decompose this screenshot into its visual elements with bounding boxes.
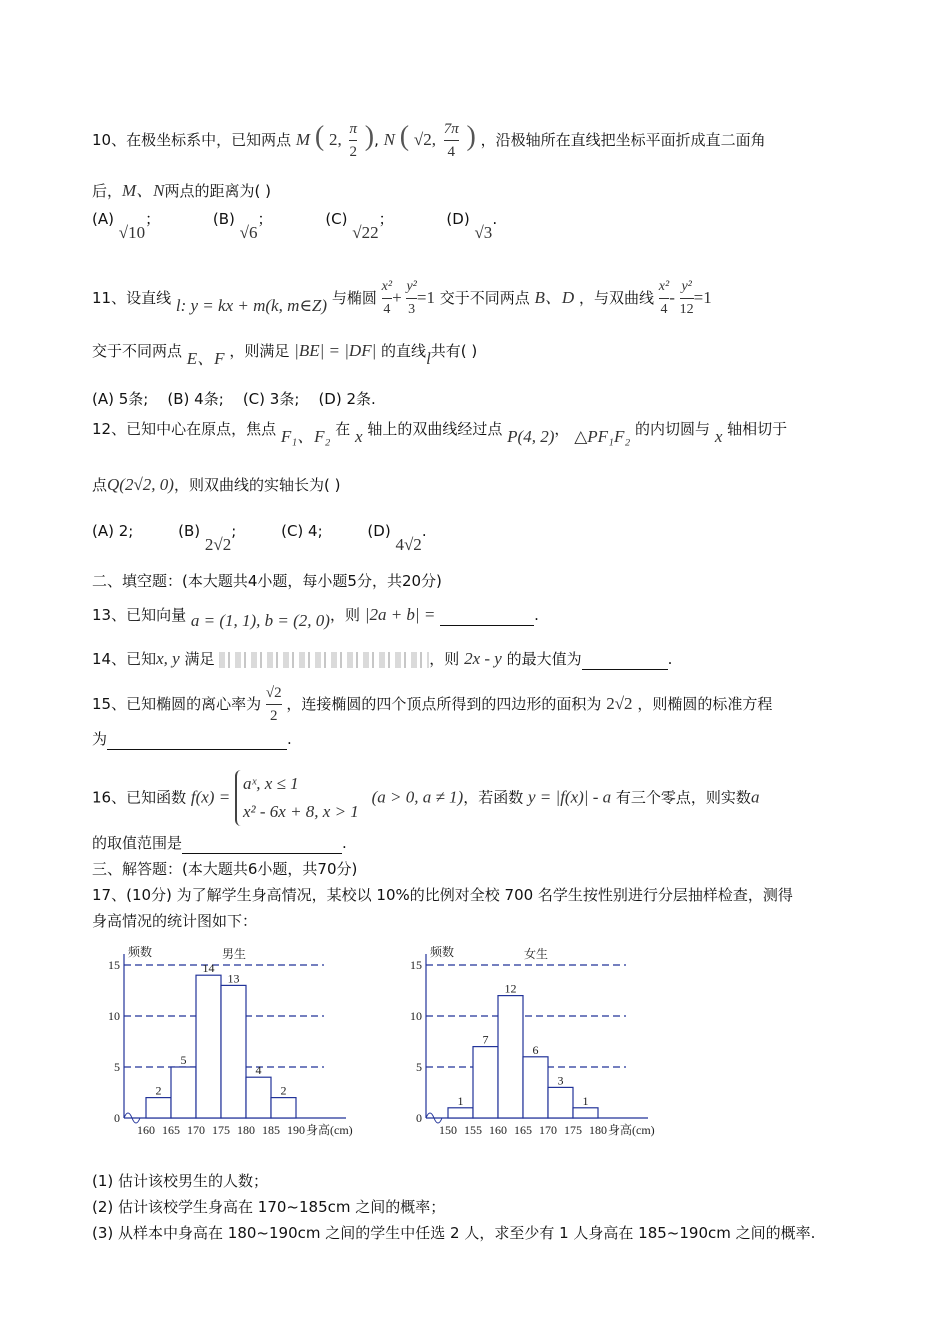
vars-xy: x, y [156,649,180,668]
option-d-value: √3 [474,223,493,242]
q10-line2 [92,180,271,202]
answer-blank[interactable] [440,609,534,626]
x-tick-label: 180 [237,1123,255,1137]
q10-text: 10、在极坐标系中，已知两点 [92,131,292,149]
chart-title: 男生 [221,947,247,961]
histogram-bar [523,1057,548,1118]
equals-one: =1 [416,288,435,307]
q11-line1 [92,276,712,321]
q17-line1: 17、(10分) 为了解学生身高情况，某校以 10%的比例对全校 700 名学生按性别进行分层抽样检查，测得 [92,886,793,904]
q17-sub3: (3) 从样本中身高在 180~190cm 之间的学生中任选 2 人，求至少有 1 人身高在 185~190cm 之间的概率. [92,1224,816,1242]
hyperbola-num2: y² [680,276,694,299]
q10-line2-pre: 后， [92,182,123,200]
option-end: . [421,522,427,540]
x-tick-label: 160 [489,1123,507,1137]
q12-line2 [92,474,340,496]
x-axis-title: 身高(cm) [306,1123,353,1137]
q16-end: . [342,834,347,852]
q13 [92,604,539,630]
q16-text: 16、已知函数 [92,788,187,807]
q16-mid: ，若函数 [463,788,524,807]
q12-options [92,520,427,554]
equals-one: =1 [693,288,712,307]
x-axis-var: x [355,427,363,446]
x-tick-label: 160 [137,1123,155,1137]
q13-end: . [534,606,539,624]
male-histogram [90,940,390,1140]
q14-end: . [667,650,673,668]
q14 [92,648,672,670]
n-frac-den: 4 [447,144,455,160]
histogram-bar [146,1098,171,1118]
ellipse-den1: 4 [383,302,391,317]
histogram-bar [473,1047,498,1118]
q11-line2-pre: 交于不同两点 [92,342,183,360]
q16-line1 [92,770,759,826]
q17-sub2: (2) 估计该校学生身高在 170~185cm 之间的概率； [92,1198,446,1216]
paren-close: ) [364,121,375,152]
vector-magnitude-expr: |2a + b| = [364,605,436,624]
answer-blank[interactable] [182,837,342,854]
option-a-label: (A) [92,210,114,228]
q11-mid3: ，与双曲线 [578,289,654,307]
line-l: l [426,349,431,368]
q12-line1-post: 轴相切于 [727,420,788,438]
points-bd: B、D [534,288,575,307]
bar-value-label: 12 [504,981,517,996]
bar-value-label: 3 [557,1073,564,1088]
q12-line2-post: ，则双曲线的实轴长为( ) [173,476,341,494]
histogram-bar [271,1098,296,1118]
histogram-bar [246,1077,271,1118]
plus: + [392,288,402,307]
x-tick-label: 190 [287,1123,305,1137]
q14-mid: 满足 [184,650,215,668]
q14-post: 的最大值为 [506,650,582,668]
q11-options [92,388,376,410]
option-c-value: √22 [352,223,379,242]
section-2-title: 二、填空题：(本大题共4小题，每小题5分，共20分) [92,572,442,590]
q11-line2-mid2: 的直线 [381,342,427,360]
q15-line1 [92,682,772,727]
q14-mid2: ，则 [429,650,460,668]
q10-line2-post: 两点的距离为( ) [164,182,271,200]
option-c-label: (C) [325,210,348,228]
y-tick-label: 10 [108,1009,120,1023]
q11-line2-post: 共有( ) [430,342,478,360]
q10-text-post: ，沿极轴所在直线把坐标平面折成直二面角 [480,131,766,149]
q12-line1 [92,418,788,446]
histogram-bar [498,996,523,1118]
x-tick-label: 155 [464,1123,482,1137]
female-histogram [392,940,692,1140]
q11-mid1: 与椭圆 [331,289,377,307]
q12-line2-pre: 点 [92,476,108,494]
q17-line2: 身高情况的统计图如下： [92,912,258,930]
option-d-label: (D) [367,522,391,540]
foci: F₁、F₂ [280,427,331,446]
bar-value-label: 1 [582,1093,589,1108]
x-tick-label: 180 [589,1123,607,1137]
q17-sub1: (1) 估计该校男生的人数； [92,1172,269,1190]
q11-text: 11、设直线 [92,289,172,307]
q15-post: ，则椭圆的标准方程 [637,695,773,713]
paren-open: ( [399,121,410,152]
line-equation: l: y = kx + m(k, m∈Z) [175,296,328,315]
eccentricity-den: 2 [269,708,278,724]
option-b-value: 2√2 [204,535,232,554]
bar-value-label: 1 [457,1093,464,1108]
q14-text: 14、已知 [92,650,157,668]
area-value: 2√2 [606,694,633,713]
q11-line2-mid: ，则满足 [229,342,290,360]
triangle-pf1f2: △PF₁F₂ [574,427,631,446]
bar-value-label: 13 [227,971,240,986]
histogram-bar [171,1067,196,1118]
q12-mid1: 在 [335,420,351,438]
m-frac-den: 2 [349,144,357,160]
y-tick-label: 0 [416,1111,422,1125]
y-tick-label: 10 [410,1009,422,1023]
option-sep: ； [145,210,161,228]
bar-value-label: 14 [202,961,215,976]
bar-value-label: 2 [155,1083,162,1098]
x-tick-label: 175 [212,1123,230,1137]
x-tick-label: 185 [262,1123,280,1137]
q16-post: 有三个零点，则实数 [615,788,751,807]
bar-value-label: 2 [280,1083,287,1098]
point-m: M [295,130,311,149]
ellipse-num2: y² [406,276,416,299]
option-sep: ； [257,210,273,228]
point-n: N [383,130,395,149]
points-ef: E、F [186,349,225,368]
minus: - [669,288,675,307]
q10-line1: 10、在极坐标系中，已知两点 M ( 2, $\frac{\pi}{2}$ ), N ( √2, $\frac{7\pi}{4}$ ) ，沿极轴所在直线把坐标平面折成直二面角 [92,118,766,163]
bar-value-label: 6 [532,1042,539,1057]
paren-open: ( [314,121,325,152]
q15-text: 15、已知椭圆的离心率为 [92,695,262,713]
option-a-value: √10 [118,223,146,242]
function-y: y = |f(x)| - a [528,787,612,807]
ellipse-den2: 3 [408,302,416,317]
m-frac-num: π [349,118,357,141]
q12-mid4: 的内切圆与 [635,420,711,438]
y-axis-title: 频数 [128,945,153,959]
condition-equal-length: |BE| = |DF| [294,341,377,360]
option-c: (C) 4; [281,522,323,540]
function-f: f(x) = [190,787,231,807]
constraint-image [219,652,429,668]
q12-mid2: 轴上的双曲线经过点 [367,420,503,438]
option-sep: ； [378,210,394,228]
piecewise-case-2: x² - 6x + 8, x > 1 [242,802,359,821]
x-axis-title: 身高(cm) [608,1123,655,1137]
var-a: a [750,787,760,807]
vector-definitions: a = (1, 1), b = (2, 0) [190,611,330,630]
x-tick-label: 165 [514,1123,532,1137]
q15-line2 [92,728,292,750]
option-end: . [492,210,498,228]
histogram-bar [221,985,246,1118]
y-axis-title: 频数 [430,945,455,959]
section-3-title: 三、解答题：(本大题共6小题，共70分) [92,860,358,878]
option-d-label: (D) [446,210,470,228]
q11-line2 [92,340,478,368]
x-tick-label: 165 [162,1123,180,1137]
hyperbola-den1: 4 [660,302,668,317]
bar-value-label: 4 [255,1063,262,1078]
option-a: (A) 2; [92,522,134,540]
option-d-value: 4√2 [395,535,422,554]
q15-end: . [287,730,292,748]
y-tick-label: 5 [416,1060,422,1074]
q10-points: M、N [122,181,165,200]
q13-mid: ，则 [329,606,360,624]
option-b-label: (B) [178,522,201,540]
bar-value-label: 7 [482,1032,489,1047]
q11-options-text: (A) 5条; (B) 4条; (C) 3条; (D) 2条. [92,390,376,408]
q16-line2 [92,832,347,854]
option-sep: ; [231,522,237,540]
q10-options [92,208,498,242]
q15-mid: ，连接椭圆的四个顶点所得到的四边形的面积为 [286,695,602,713]
option-b-label: (B) [212,210,235,228]
parameter-condition: (a > 0, a ≠ 1) [371,787,464,807]
histogram-bar [548,1087,573,1118]
x-tick-label: 170 [187,1123,205,1137]
point-q: Q(2√2, 0) [107,475,174,494]
y-tick-label: 15 [108,958,120,972]
n-frac-num: 7π [444,118,459,141]
x-axis-var: x [714,427,723,446]
answer-blank[interactable] [582,653,668,670]
q12-mid3: ， [554,420,570,438]
y-tick-label: 15 [410,958,422,972]
answer-blank[interactable] [107,733,287,750]
hyperbola-den2: 12 [679,302,694,317]
ellipse-num1: x² [382,276,392,299]
hyperbola-num1: x² [659,276,669,299]
q13-text: 13、已知向量 [92,606,187,624]
y-tick-label: 0 [114,1111,120,1125]
option-b-value: √6 [239,223,258,242]
chart-title: 女生 [523,947,549,961]
histogram-bar [448,1108,473,1118]
q11-mid2: 交于不同两点 [439,289,530,307]
n-coord-1: √2, [413,130,436,149]
histogram-bar [196,975,221,1118]
eccentricity-num: √2 [266,682,282,705]
m-coord-1: 2, [328,130,342,149]
point-p: P(4, 2) [507,427,555,446]
objective-expr: 2x - y [464,649,502,668]
paren-close: ) [466,121,476,152]
bar-value-label: 5 [180,1053,187,1067]
x-tick-label: 150 [439,1123,457,1137]
histogram-bar [573,1108,598,1118]
piecewise-case-1: aˣ, x ≤ 1 [242,774,299,793]
y-tick-label: 5 [114,1060,120,1074]
q16-line2: 的取值范围是 [92,834,183,852]
q15-line2: 为 [92,730,108,748]
x-tick-label: 170 [539,1123,557,1137]
x-tick-label: 175 [564,1123,582,1137]
q12-text: 12、已知中心在原点，焦点 [92,420,277,438]
